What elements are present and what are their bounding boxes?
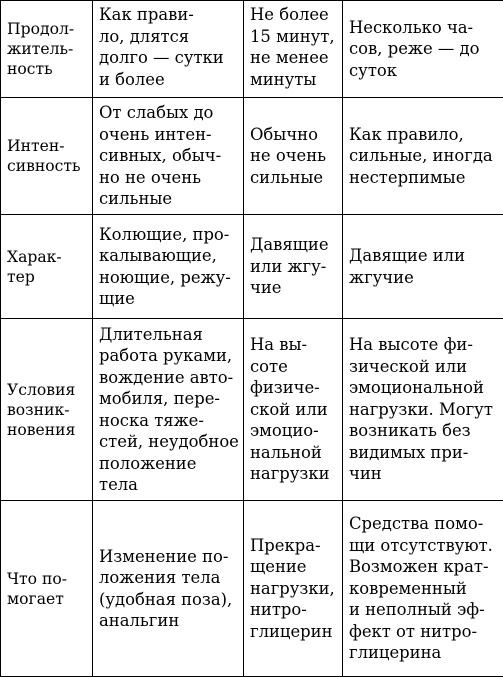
- row-label-relief: Что по- могает: [1, 501, 93, 677]
- table-row-relief: [1, 501, 503, 677]
- row-label-intensity: Интен- сивность: [1, 98, 93, 215]
- cell-conditions-col3: На высоте фи- зической или эмоциональной нагрузки. Могут возникать без видимых при- чин: [343, 319, 503, 501]
- table-row-character: [1, 215, 503, 319]
- table-row-duration: [1, 1, 503, 98]
- table-row-intensity: [1, 98, 503, 215]
- cell-duration-col3: Несколько ча- сов, реже — до суток: [343, 1, 503, 98]
- cell-intensity-col3: Как правило, сильные, иногда нестерпимые: [343, 98, 503, 215]
- cell-relief-col3: Средства помо- щи отсутствуют. Возможен крат- ковременный и неполный эф- фект от нитро- глицерина: [343, 501, 503, 677]
- cell-character-col3: Давящие или жгучие: [343, 215, 503, 319]
- cell-relief-col2: Прекра- щение нагрузки, нитро- глицерин: [244, 501, 343, 677]
- cell-character-col1: Колющие, про- калывающие, ноющие, режу- щие: [93, 215, 244, 319]
- cell-character-col2: Давящие или жгу- чие: [244, 215, 343, 319]
- table-row-conditions: [1, 319, 503, 501]
- cell-intensity-col1: От слабых до очень интен- сивных, обыч- но не очень сильные: [93, 98, 244, 215]
- cell-conditions-col1: Длительная работа руками, вождение авто- мобиля, пере- носка тяже- стей, неудобное положение тела: [93, 319, 244, 501]
- row-label-duration: Продол- житель- ность: [1, 1, 93, 98]
- cell-duration-col1: Как прави- ло, длятся долго — сутки и более: [93, 1, 244, 98]
- cell-duration-col2: Не более 15 минут, не менее минуты: [244, 1, 343, 98]
- cell-intensity-col2: Обычно не очень сильные: [244, 98, 343, 215]
- cell-conditions-col2: На вы- соте физиче- ской или эмоцио- нальной нагрузки: [244, 319, 343, 501]
- row-label-conditions: Условия возник- новения: [1, 319, 93, 501]
- cell-relief-col1: Изменение по- ложения тела (удобная поза), анальгин: [93, 501, 244, 677]
- row-label-character: Харак- тер: [1, 215, 93, 319]
